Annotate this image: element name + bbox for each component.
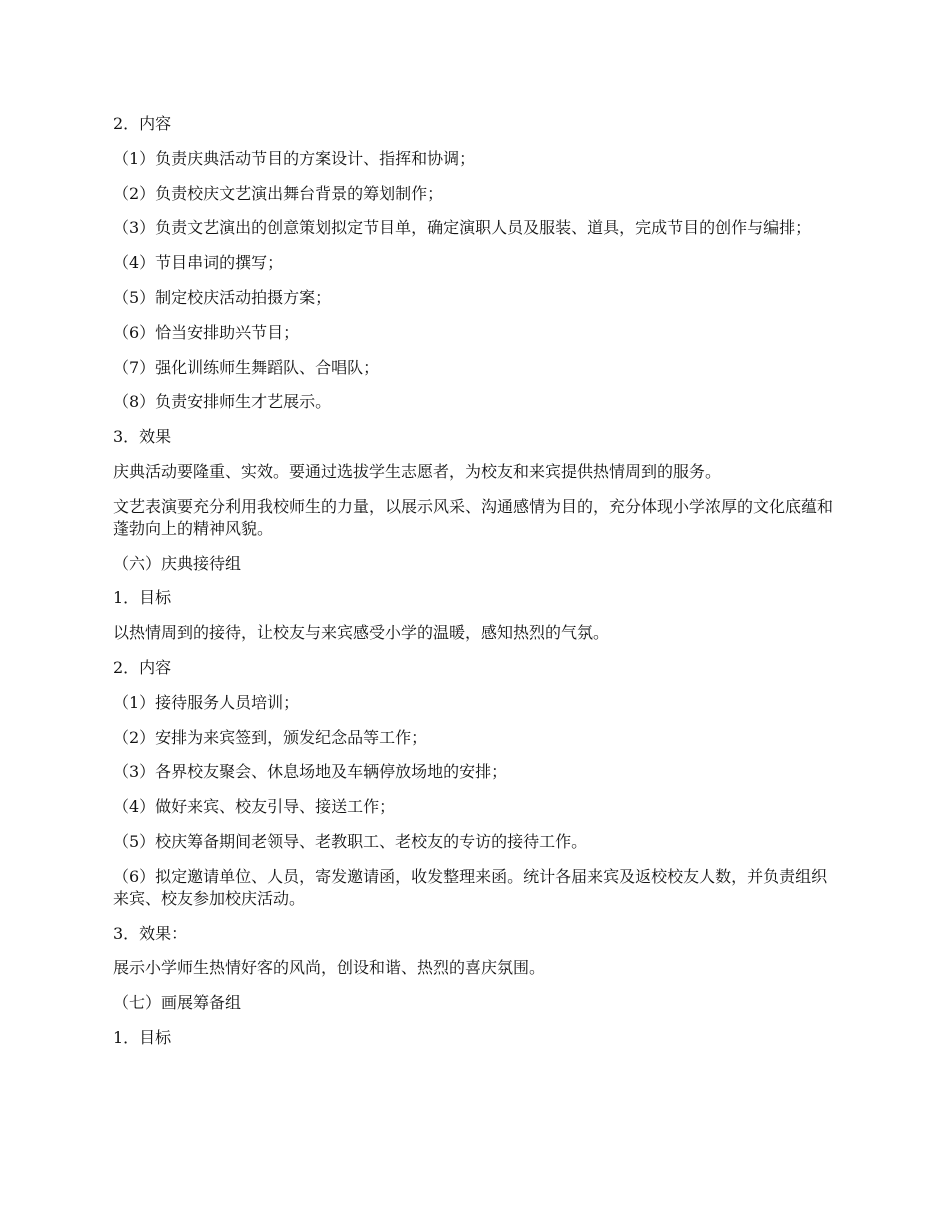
document-page (113, 113, 843, 1062)
list-item: （3）各界校友聚会、休息场地及车辆停放场地的安排； (113, 762, 508, 782)
body-paragraph: 展示小学师生热情好客的风尚，创设和谐、热烈的喜庆氛围。 (113, 958, 546, 978)
list-item: （5）制定校庆活动拍摄方案； (113, 287, 332, 307)
list-item: （5）校庆筹备期间老领导、老教职工、老校友的专访的接待工作。 (113, 831, 588, 851)
list-item: （1）接待服务人员培训； (113, 692, 300, 712)
list-item: （7）强化训练师生舞蹈队、合唱队； (113, 357, 380, 377)
list-item: （6）恰当安排助兴节目； (113, 322, 300, 342)
section-heading: 3．效果： (113, 923, 188, 943)
section-heading: 1．目标 (113, 588, 172, 608)
section-heading: 2．内容 (113, 657, 172, 677)
section-heading: 3．效果 (113, 427, 172, 447)
list-item: （4）节目串词的撰写； (113, 253, 284, 273)
body-paragraph: 文艺表演要充分利用我校师生的力量，以展示风采、沟通感情为目的，充分体现小学浓厚的文化底蕴和蓬勃向上的精神风貌。 (113, 496, 834, 538)
list-item: （6）拟定邀请单位、人员，寄发邀请函，收发整理来函。统计各届来宾及返校校友人数，并负责组织来宾、校友参加校庆活动。 (113, 866, 828, 908)
list-item: （4）做好来宾、校友引导、接送工作； (113, 797, 396, 817)
list-item: （2）安排为来宾签到，颁发纪念品等工作； (113, 727, 428, 747)
group-heading: （六）庆典接待组 (113, 553, 242, 573)
body-paragraph: 以热情周到的接待，让校友与来宾感受小学的温暖，感知热烈的气氛。 (113, 623, 610, 643)
section-heading: 1．目标 (113, 1027, 172, 1047)
section-heading: 2．内容 (113, 114, 172, 133)
list-item: （8）负责安排师生才艺展示。 (113, 392, 332, 412)
group-heading: （七）画展筹备组 (113, 993, 242, 1013)
list-item: （2）负责校庆文艺演出舞台背景的筹划制作； (113, 183, 444, 203)
list-item: （3）负责文艺演出的创意策划拟定节目单，确定演职人员及服装、道具，完成节目的创作与编排； (113, 218, 812, 238)
body-paragraph: 庆典活动要隆重、实效。要通过选拔学生志愿者，为校友和来宾提供热情周到的服务。 (113, 461, 722, 481)
list-item: （1）负责庆典活动节目的方案设计、指挥和协调； (113, 148, 476, 168)
